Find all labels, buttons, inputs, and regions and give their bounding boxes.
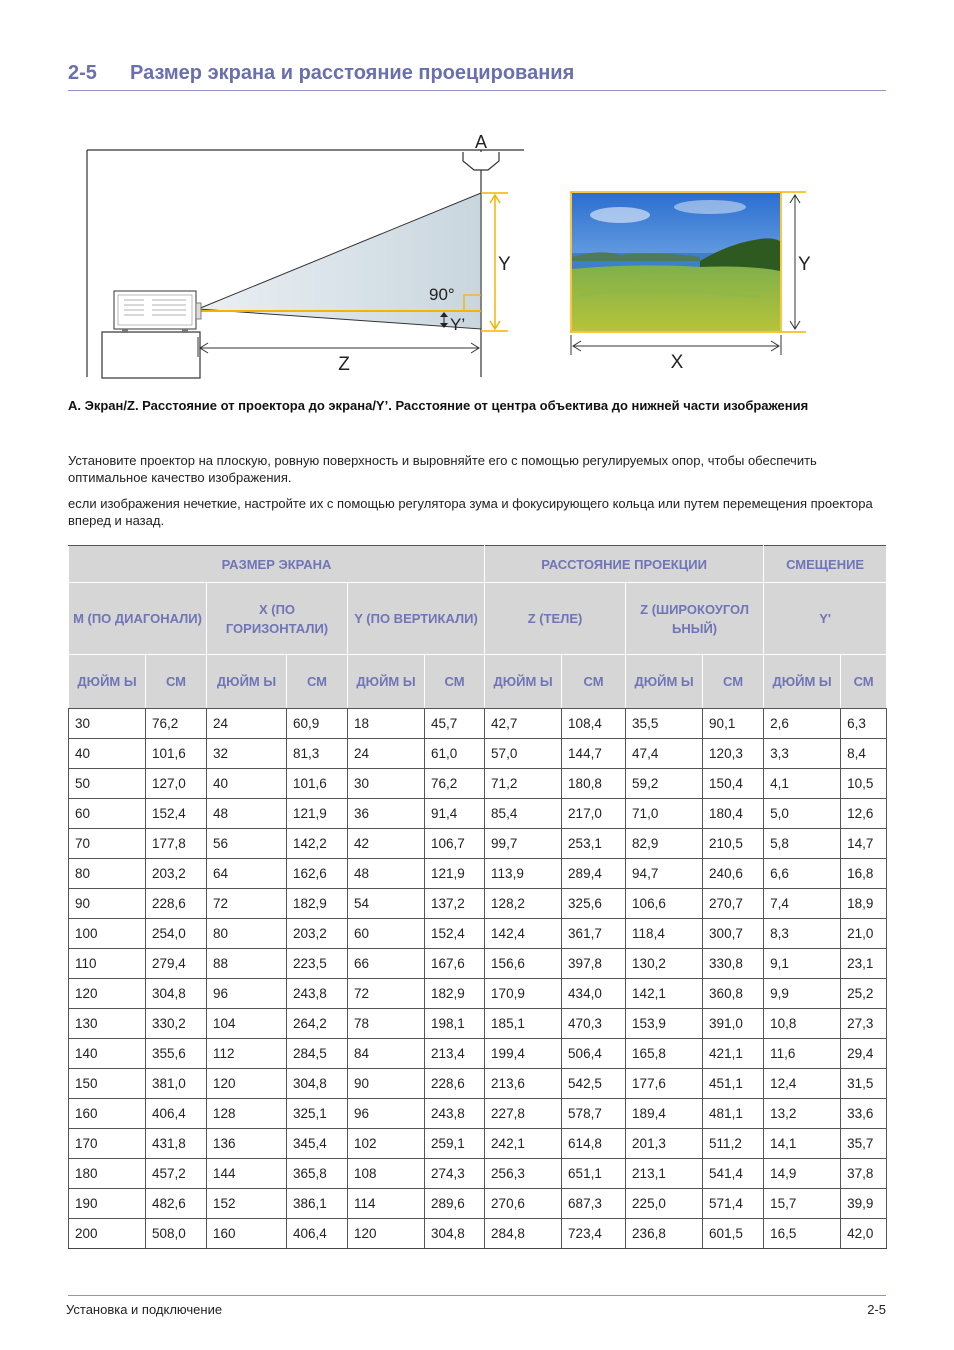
table-cell: 90 [69, 889, 146, 919]
table-cell: 152,4 [425, 919, 485, 949]
table-cell: 227,8 [485, 1099, 562, 1129]
table-cell: 18,9 [841, 889, 887, 919]
table-cell: 300,7 [703, 919, 764, 949]
unit-header: ДЮЙМ Ы [69, 655, 146, 709]
unit-header: СМ [425, 655, 485, 709]
table-row [69, 1099, 887, 1129]
table-cell: 108,4 [562, 709, 626, 739]
table-cell: 325,6 [562, 889, 626, 919]
table-cell: 36 [348, 799, 425, 829]
table-cell: 102 [348, 1129, 425, 1159]
unit-header: ДЮЙМ Ы [348, 655, 425, 709]
table-cell: 113,9 [485, 859, 562, 889]
table-row [69, 859, 887, 889]
projector-icon [114, 291, 201, 333]
table-cell: 406,4 [146, 1099, 207, 1129]
table-cell: 13,2 [764, 1099, 841, 1129]
table-cell: 25,2 [841, 979, 887, 1009]
table-cell: 47,4 [626, 739, 703, 769]
table-cell: 177,6 [626, 1069, 703, 1099]
table-cell: 243,8 [425, 1099, 485, 1129]
table-cell: 10,5 [841, 769, 887, 799]
table-cell: 177,8 [146, 829, 207, 859]
table-cell: 112 [207, 1039, 287, 1069]
projection-beam [198, 193, 481, 329]
table-cell: 325,1 [287, 1099, 348, 1129]
table-cell: 42,0 [841, 1219, 887, 1249]
table-cell: 304,8 [146, 979, 207, 1009]
table-cell: 99,7 [485, 829, 562, 859]
unit-header: СМ [146, 655, 207, 709]
table-cell: 45,7 [425, 709, 485, 739]
table-cell: 118,4 [626, 919, 703, 949]
header-m-diagonal: M (ПО ДИАГОНАЛИ) [69, 583, 207, 655]
table-cell: 198,1 [425, 1009, 485, 1039]
header-projection-distance: РАССТОЯНИЕ ПРОЕКЦИИ [485, 546, 764, 583]
table-cell: 31,5 [841, 1069, 887, 1099]
label-x: X [670, 352, 684, 373]
table-cell: 39,9 [841, 1189, 887, 1219]
table-row [69, 1129, 887, 1159]
table-cell: 48 [348, 859, 425, 889]
table-cell: 82,9 [626, 829, 703, 859]
table-row [69, 949, 887, 979]
table-cell: 59,2 [626, 769, 703, 799]
table-cell: 142,2 [287, 829, 348, 859]
table-cell: 80 [207, 919, 287, 949]
table-cell: 201,3 [626, 1129, 703, 1159]
table-cell: 242,1 [485, 1129, 562, 1159]
table-cell: 223,5 [287, 949, 348, 979]
table-cell: 304,8 [425, 1219, 485, 1249]
table-cell: 18 [348, 709, 425, 739]
table-cell: 236,8 [626, 1219, 703, 1249]
table-cell: 189,4 [626, 1099, 703, 1129]
table-cell: 90 [348, 1069, 425, 1099]
unit-header: СМ [703, 655, 764, 709]
table-row [69, 1039, 887, 1069]
table-cell: 253,1 [562, 829, 626, 859]
table-cell: 152 [207, 1189, 287, 1219]
table-cell: 35,5 [626, 709, 703, 739]
table-cell: 7,4 [764, 889, 841, 919]
header-offset: СМЕЩЕНИЕ [764, 546, 887, 583]
table-row [69, 799, 887, 829]
table-cell: 614,8 [562, 1129, 626, 1159]
table-cell: 167,6 [425, 949, 485, 979]
figure-caption: A. Экран/Z. Расстояние от проектора до экрана/Y’. Расстояние от центра объектива до нижней части изображения [68, 398, 809, 413]
table-cell: 152,4 [146, 799, 207, 829]
table-cell: 330,2 [146, 1009, 207, 1039]
table-cell: 541,4 [703, 1159, 764, 1189]
table-cell: 210,5 [703, 829, 764, 859]
table-cell: 144,7 [562, 739, 626, 769]
table-cell: 136 [207, 1129, 287, 1159]
table-row [69, 709, 887, 739]
table-cell: 5,0 [764, 799, 841, 829]
table-cell: 101,6 [146, 739, 207, 769]
unit-header: СМ [287, 655, 348, 709]
table-cell: 61,0 [425, 739, 485, 769]
table-cell: 24 [207, 709, 287, 739]
table-row [69, 1069, 887, 1099]
table-cell: 421,1 [703, 1039, 764, 1069]
table-cell: 457,2 [146, 1159, 207, 1189]
unit-header: СМ [562, 655, 626, 709]
table-cell: 50 [69, 769, 146, 799]
table-cell: 185,1 [485, 1009, 562, 1039]
footer-chapter: Установка и подключение [66, 1302, 223, 1317]
table-cell: 270,7 [703, 889, 764, 919]
header-z-wide: Z (ШИРОКОУГОЛ ЬНЫЙ) [626, 583, 764, 655]
unit-header: ДЮЙМ Ы [485, 655, 562, 709]
table-cell: 71,0 [626, 799, 703, 829]
table-cell: 80 [69, 859, 146, 889]
table-cell: 406,4 [287, 1219, 348, 1249]
table-cell: 121,9 [425, 859, 485, 889]
table-cell: 386,1 [287, 1189, 348, 1219]
table-cell: 72 [348, 979, 425, 1009]
table-cell: 35,7 [841, 1129, 887, 1159]
table-row [69, 1219, 887, 1249]
table-cell: 165,8 [626, 1039, 703, 1069]
table-cell: 120 [69, 979, 146, 1009]
table-cell: 12,4 [764, 1069, 841, 1099]
table-cell: 153,9 [626, 1009, 703, 1039]
footer-page-number: 2-5 [867, 1302, 886, 1317]
table-cell: 170 [69, 1129, 146, 1159]
table-row [69, 1009, 887, 1039]
table-cell: 48 [207, 799, 287, 829]
table-cell: 21,0 [841, 919, 887, 949]
table-cell: 5,8 [764, 829, 841, 859]
table-cell: 361,7 [562, 919, 626, 949]
table-cell: 228,6 [146, 889, 207, 919]
table-cell: 66 [348, 949, 425, 979]
table-cell: 16,5 [764, 1219, 841, 1249]
table-cell: 213,6 [485, 1069, 562, 1099]
table-cell: 180 [69, 1159, 146, 1189]
table-cell: 4,1 [764, 769, 841, 799]
table-cell: 40 [207, 769, 287, 799]
table-cell: 571,4 [703, 1189, 764, 1219]
table-cell: 114 [348, 1189, 425, 1219]
table-cell: 355,6 [146, 1039, 207, 1069]
table-cell: 78 [348, 1009, 425, 1039]
table-cell: 506,4 [562, 1039, 626, 1069]
label-y-left: Y [498, 254, 511, 275]
table-cell: 32 [207, 739, 287, 769]
table-cell: 182,9 [287, 889, 348, 919]
table-cell: 11,6 [764, 1039, 841, 1069]
table-cell: 106,6 [626, 889, 703, 919]
table-row [69, 769, 887, 799]
table-cell: 16,8 [841, 859, 887, 889]
table-cell: 9,9 [764, 979, 841, 1009]
table-cell: 279,4 [146, 949, 207, 979]
table-cell: 225,0 [626, 1189, 703, 1219]
page-footer [66, 1295, 886, 1317]
table-cell: 60 [348, 919, 425, 949]
label-90: 90° [429, 285, 455, 304]
table-cell: 91,4 [425, 799, 485, 829]
table-cell: 88 [207, 949, 287, 979]
table-row [69, 1159, 887, 1189]
table-cell: 8,4 [841, 739, 887, 769]
table-cell: 203,2 [146, 859, 207, 889]
table-row [69, 739, 887, 769]
screen-image [572, 193, 780, 331]
header-screen-size: РАЗМЕР ЭКРАНА [69, 546, 485, 583]
table-cell: 243,8 [287, 979, 348, 1009]
table-cell: 64 [207, 859, 287, 889]
table-cell: 228,6 [425, 1069, 485, 1099]
table-cell: 150 [69, 1069, 146, 1099]
table-cell: 274,3 [425, 1159, 485, 1189]
table-cell: 142,4 [485, 919, 562, 949]
table-cell: 23,1 [841, 949, 887, 979]
label-y-right: Y [798, 254, 811, 275]
table-cell: 130,2 [626, 949, 703, 979]
table-cell: 180,8 [562, 769, 626, 799]
paragraph-focus: если изображения нечеткие, настройте их с помощью регулятора зума и фокусирующего кольца или путем перемещения проектора вперед и назад. [68, 496, 873, 528]
table-cell: 37,8 [841, 1159, 887, 1189]
table-cell: 3,3 [764, 739, 841, 769]
table-cell: 150,4 [703, 769, 764, 799]
table-cell: 42 [348, 829, 425, 859]
table-cell: 304,8 [287, 1069, 348, 1099]
page-title [68, 62, 886, 91]
table-cell: 431,8 [146, 1129, 207, 1159]
table-cell: 723,4 [562, 1219, 626, 1249]
projection-diagram [60, 125, 900, 387]
table-cell: 601,5 [703, 1219, 764, 1249]
label-a: A [474, 132, 488, 152]
table-cell: 180,4 [703, 799, 764, 829]
table-cell: 345,4 [287, 1129, 348, 1159]
table-cell: 120 [348, 1219, 425, 1249]
table-cell: 2,6 [764, 709, 841, 739]
table-cell: 54 [348, 889, 425, 919]
table-cell: 162,6 [287, 859, 348, 889]
table-cell: 40 [69, 739, 146, 769]
table-cell: 240,6 [703, 859, 764, 889]
table-cell: 140 [69, 1039, 146, 1069]
table-cell: 94,7 [626, 859, 703, 889]
table-row [69, 829, 887, 859]
table-cell: 110 [69, 949, 146, 979]
table-cell: 142,1 [626, 979, 703, 1009]
table-cell: 15,7 [764, 1189, 841, 1219]
table-cell: 56 [207, 829, 287, 859]
table-cell: 578,7 [562, 1099, 626, 1129]
table-cell: 96 [207, 979, 287, 1009]
header-y-prime: Y' [764, 583, 887, 655]
table-cell: 687,3 [562, 1189, 626, 1219]
table-cell: 264,2 [287, 1009, 348, 1039]
table-cell: 434,0 [562, 979, 626, 1009]
table-cell: 397,8 [562, 949, 626, 979]
table-cell: 9,1 [764, 949, 841, 979]
unit-header: ДЮЙМ Ы [626, 655, 703, 709]
table-cell: 330,8 [703, 949, 764, 979]
table-cell: 12,6 [841, 799, 887, 829]
header-x-horizontal: X (ПО ГОРИЗОНТАЛИ) [207, 583, 348, 655]
table-cell: 284,8 [485, 1219, 562, 1249]
table-cell: 213,1 [626, 1159, 703, 1189]
section-number: 2-5 [68, 62, 97, 84]
label-y-prime: Y’ [450, 315, 466, 334]
table-cell: 106,7 [425, 829, 485, 859]
table-cell: 57,0 [485, 739, 562, 769]
label-z: Z [338, 354, 350, 375]
screen-size-table [68, 545, 887, 1249]
projector-stand [102, 332, 200, 378]
table-cell: 84 [348, 1039, 425, 1069]
table-cell: 120,3 [703, 739, 764, 769]
table-cell: 200 [69, 1219, 146, 1249]
screen-mount [463, 152, 499, 170]
table-cell: 482,6 [146, 1189, 207, 1219]
table-cell: 199,4 [485, 1039, 562, 1069]
table-cell: 27,3 [841, 1009, 887, 1039]
table-cell: 96 [348, 1099, 425, 1129]
table-cell: 121,9 [287, 799, 348, 829]
table-cell: 76,2 [425, 769, 485, 799]
table-cell: 10,8 [764, 1009, 841, 1039]
table-cell: 14,7 [841, 829, 887, 859]
table-cell: 6,6 [764, 859, 841, 889]
table-cell: 254,0 [146, 919, 207, 949]
table-cell: 190 [69, 1189, 146, 1219]
table-cell: 130 [69, 1009, 146, 1039]
table-row [69, 979, 887, 1009]
header-z-tele: Z (ТЕЛЕ) [485, 583, 626, 655]
table-cell: 391,0 [703, 1009, 764, 1039]
table-cell: 256,3 [485, 1159, 562, 1189]
table-cell: 24 [348, 739, 425, 769]
table-cell: 101,6 [287, 769, 348, 799]
table-cell: 259,1 [425, 1129, 485, 1159]
table-cell: 30 [69, 709, 146, 739]
table-cell: 14,1 [764, 1129, 841, 1159]
table-cell: 81,3 [287, 739, 348, 769]
table-cell: 182,9 [425, 979, 485, 1009]
unit-header: СМ [841, 655, 887, 709]
table-cell: 6,3 [841, 709, 887, 739]
table-cell: 8,3 [764, 919, 841, 949]
table-cell: 100 [69, 919, 146, 949]
table-cell: 30 [348, 769, 425, 799]
section-title: Размер экрана и расстояние проецирования [130, 62, 575, 84]
table-cell: 203,2 [287, 919, 348, 949]
paragraph-setup: Установите проектор на плоскую, ровную поверхность и выровняйте его с помощью регулируемых опор, чтобы обеспечить оптимальное качество изображения. [68, 453, 817, 485]
table-cell: 70 [69, 829, 146, 859]
table-cell: 284,5 [287, 1039, 348, 1069]
table-cell: 76,2 [146, 709, 207, 739]
table-cell: 508,0 [146, 1219, 207, 1249]
table-cell: 128 [207, 1099, 287, 1129]
table-cell: 29,4 [841, 1039, 887, 1069]
table-cell: 14,9 [764, 1159, 841, 1189]
table-cell: 33,6 [841, 1099, 887, 1129]
table-row [69, 919, 887, 949]
table-cell: 381,0 [146, 1069, 207, 1099]
table-cell: 42,7 [485, 709, 562, 739]
table-cell: 213,4 [425, 1039, 485, 1069]
header-y-vertical: Y (ПО ВЕРТИКАЛИ) [348, 583, 485, 655]
table-cell: 160 [207, 1219, 287, 1249]
table-cell: 156,6 [485, 949, 562, 979]
table-cell: 289,6 [425, 1189, 485, 1219]
table-cell: 120 [207, 1069, 287, 1099]
table-cell: 651,1 [562, 1159, 626, 1189]
table-cell: 360,8 [703, 979, 764, 1009]
table-cell: 90,1 [703, 709, 764, 739]
table-cell: 137,2 [425, 889, 485, 919]
table-cell: 127,0 [146, 769, 207, 799]
table-cell: 217,0 [562, 799, 626, 829]
table-cell: 72 [207, 889, 287, 919]
table-cell: 144 [207, 1159, 287, 1189]
unit-header: ДЮЙМ Ы [207, 655, 287, 709]
table-cell: 470,3 [562, 1009, 626, 1039]
table-body [69, 709, 887, 1249]
table-cell: 85,4 [485, 799, 562, 829]
table-cell: 451,1 [703, 1069, 764, 1099]
table-row [69, 889, 887, 919]
table-row [69, 1189, 887, 1219]
table-cell: 270,6 [485, 1189, 562, 1219]
table-cell: 108 [348, 1159, 425, 1189]
table-cell: 511,2 [703, 1129, 764, 1159]
table-cell: 71,2 [485, 769, 562, 799]
table-cell: 170,9 [485, 979, 562, 1009]
table-cell: 542,5 [562, 1069, 626, 1099]
table-cell: 60 [69, 799, 146, 829]
table-cell: 160 [69, 1099, 146, 1129]
unit-header: ДЮЙМ Ы [764, 655, 841, 709]
table-cell: 104 [207, 1009, 287, 1039]
table-cell: 60,9 [287, 709, 348, 739]
table-cell: 128,2 [485, 889, 562, 919]
table-cell: 365,8 [287, 1159, 348, 1189]
table-cell: 481,1 [703, 1099, 764, 1129]
table-cell: 289,4 [562, 859, 626, 889]
